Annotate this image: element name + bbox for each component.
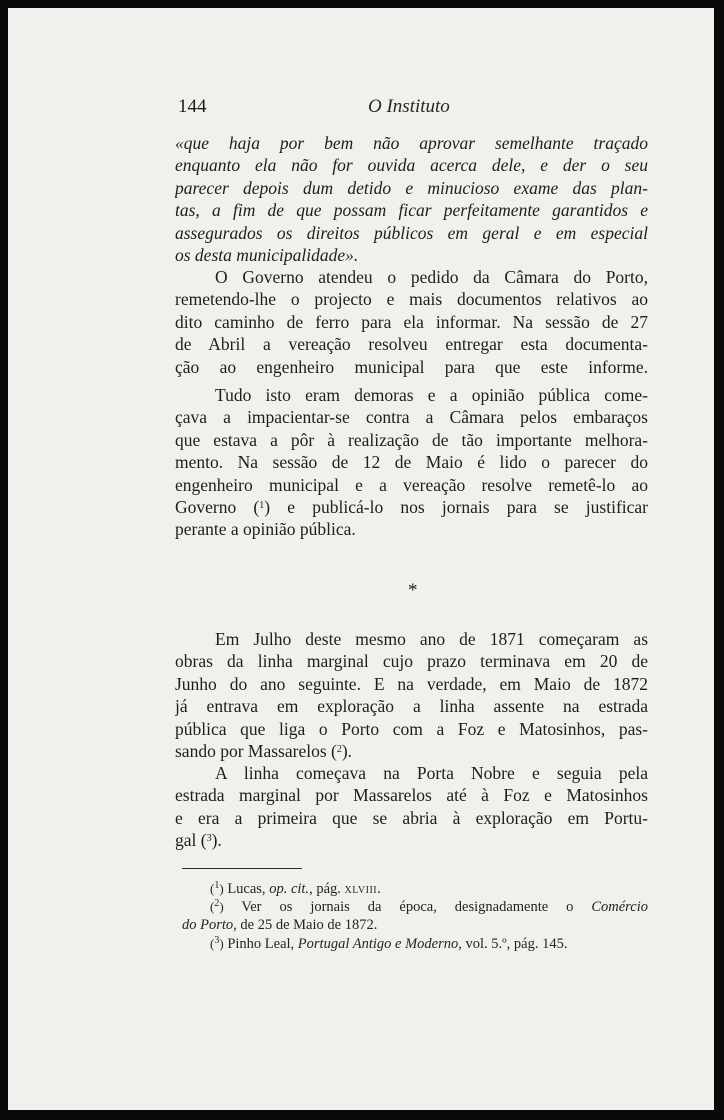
footnote-citation: Comércio — [591, 899, 648, 916]
footnote-roman: xlviii. — [344, 881, 382, 897]
text-line: Em Julho deste mesmo ano de 1871 começaram as — [215, 629, 648, 649]
page-header — [8, 90, 714, 120]
text-segment: Governo ( — [175, 496, 260, 517]
text-line: parecer depois dum detido e minucioso exame das plan- — [175, 177, 648, 198]
text-line: enquanto ela não for ouvida acerca dele, e der o seu — [175, 155, 648, 176]
text-line: obras da linha marginal cujo prazo terminava em 20 de — [175, 651, 648, 672]
footnote-text: , de 25 de Maio de 1872. — [233, 917, 378, 934]
footnote-text: Pinho Leal, — [223, 935, 298, 952]
footnote-divider — [182, 868, 302, 869]
text-line: que estava a pôr à realização de tão importante melhora- — [175, 429, 648, 450]
text-line: A linha começava na Porta Nobre e seguia pela — [215, 763, 648, 783]
text-line: já entrava em exploração a linha assente na estrada — [175, 696, 648, 717]
footnote-citation: do Porto — [182, 917, 234, 934]
footnote-marker: ($^3$) — [210, 934, 224, 951]
text-line: engenheiro municipal e a vereação resolve remetê-lo ao — [175, 474, 648, 495]
text-segment: ). — [341, 740, 353, 761]
footnotes — [182, 880, 648, 953]
footnote-ref-3: 3 — [206, 833, 212, 845]
text-line: O Governo atendeu o pedido da Câmara do Porto, — [215, 267, 648, 287]
text-line: assegurados os direitos públicos em geral e em especial — [175, 222, 648, 243]
paragraph-2 — [175, 384, 648, 541]
text-line: perante a opinião pública. — [175, 519, 356, 540]
text-line: Junho do ano seguinte. E na verdade, em Maio de 1872 — [175, 673, 648, 694]
footnote-2 — [182, 898, 648, 916]
quoted-passage — [175, 132, 648, 266]
text-line: mento. Na sessão de 12 de Maio é lido o parecer do — [175, 452, 648, 473]
text-line: «que haja por bem não aprovar semelhante traçado — [175, 133, 648, 153]
text-line: remetendo-lhe o projecto e mais documentos relativos ao — [175, 289, 648, 310]
footnote-citation: op. cit. — [269, 881, 310, 897]
text-line — [175, 496, 648, 518]
footnote-text: Lucas, — [223, 881, 270, 897]
text-line: ção ao engenheiro municipal para que este informe. — [175, 356, 648, 377]
footnote-marker: ($^2$) — [210, 898, 224, 915]
text-line: dito caminho de ferro para ela informar. Na sessão de 27 — [175, 311, 648, 332]
text-segment: ). — [211, 830, 222, 851]
text-segment: sando por Massarelos ( — [175, 740, 337, 761]
footnote-text: , pág. — [309, 881, 345, 897]
text-line: de Abril a vereação resolveu entregar esta documenta- — [175, 334, 648, 355]
running-title: O Instituto — [368, 96, 450, 117]
text-line — [175, 740, 648, 762]
footnote-text: Ver os jornais da época, designadamente o — [223, 899, 592, 916]
text-line: os desta municipalidade». — [175, 244, 359, 265]
paragraph-3 — [175, 628, 648, 762]
text-line: estrada marginal por Massarelos até à Foz e Matosinhos — [175, 785, 648, 806]
text-line: pública que liga o Porto com a Foz e Matosinhos, pas- — [175, 718, 648, 739]
text-segment: ) e publicá-lo nos jornais para se justificar — [264, 496, 648, 517]
footnote-3 — [182, 935, 648, 953]
book-page — [8, 8, 714, 1110]
footnote-marker: ($^1$) — [210, 880, 224, 896]
page-number: 144 — [178, 96, 207, 117]
text-line: e era a primeira que se abria à exploração em Portu- — [175, 807, 648, 828]
text-line: tas, a fim de que possam ficar perfeitamente garantidos e — [175, 200, 648, 221]
footnote-1 — [182, 880, 648, 898]
paragraph-4 — [175, 762, 648, 852]
footnote-text: , vol. 5.º, pág. 145. — [458, 935, 568, 952]
footnote-citation: Portugal Antigo e Moderno — [297, 935, 459, 952]
text-line: Tudo isto eram demoras e a opinião pública come- — [215, 385, 648, 405]
text-line — [175, 829, 648, 851]
text-line: çava a impacientar-se contra a Câmara pelos embaraços — [175, 407, 648, 428]
footnote-2-continued — [182, 916, 648, 934]
footnote-ref-1: 1 — [259, 499, 265, 511]
paragraph-1 — [175, 266, 648, 378]
text-segment: gal ( — [175, 830, 207, 851]
section-break-asterisk: * — [408, 580, 418, 601]
footnote-ref-2: 2 — [336, 743, 342, 755]
